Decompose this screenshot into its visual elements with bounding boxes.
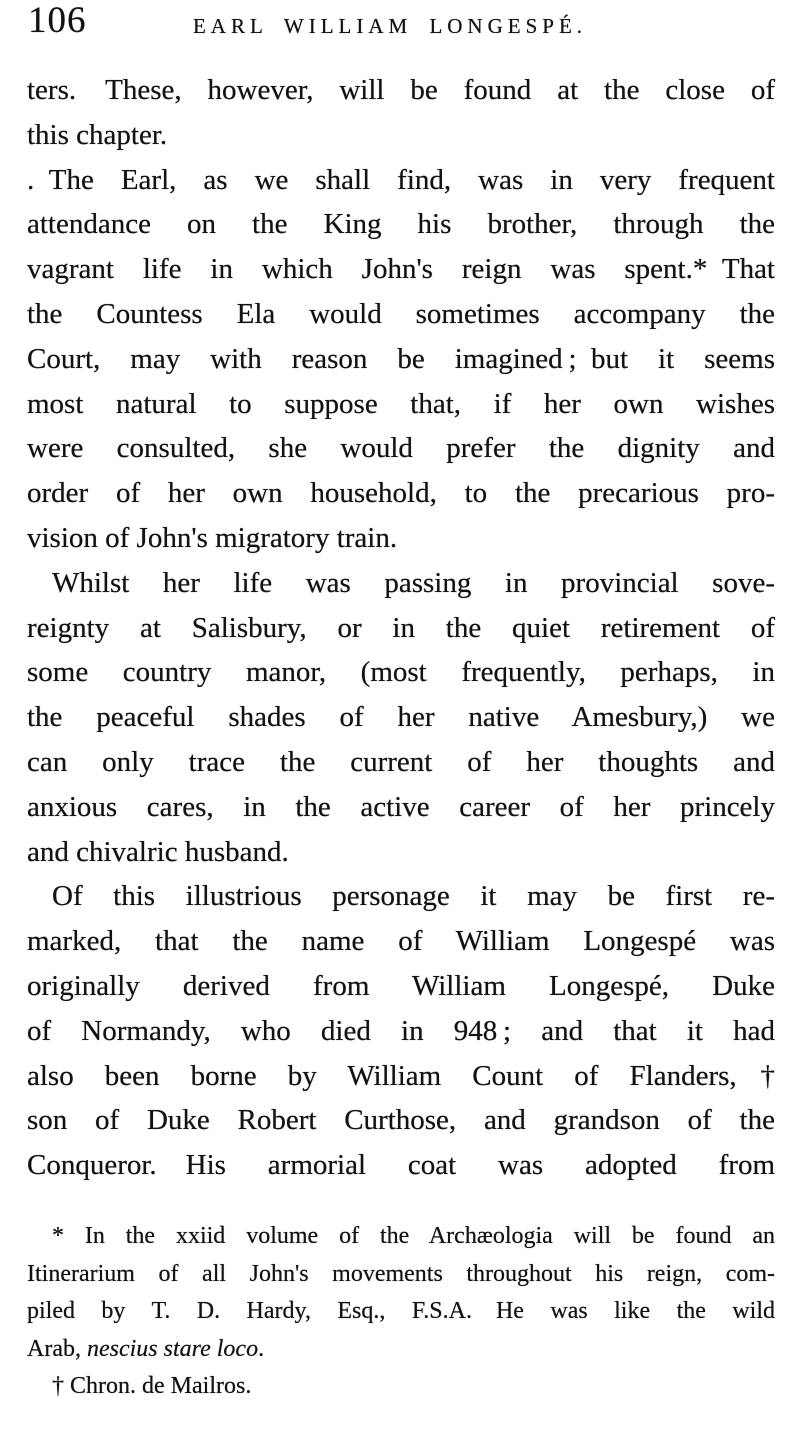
text-line: can only trace the current of her thoughts and (27, 745, 775, 778)
text-line: ters. These, however, will be found at the close of (27, 74, 775, 106)
footnote-text: Arab, (27, 1335, 87, 1362)
text-line: this chapter. (27, 118, 168, 151)
text-line: and chivalric husband. (27, 835, 289, 868)
text-line: also been borne by William Count of Flanders,† (27, 1059, 775, 1092)
text-line: the peaceful shades of her native Amesbury,) we (27, 701, 775, 734)
text-line: son of Duke Robert Curthose, and grandson of the (27, 1104, 775, 1137)
text-line: some country manor, (most frequently, perhaps, in (27, 656, 775, 689)
text-line: Of this illustrious personage it may be first re- (52, 880, 775, 913)
text-line: Whilst her life was passing in provincial sove- (52, 566, 775, 599)
footnotes (27, 1218, 775, 1406)
text-line: anxious cares, in the active career of her princely (27, 790, 775, 823)
text-line: the Countess Ela would sometimes accompany the (27, 297, 775, 330)
running-header: EARL WILLIAM LONGESPÉ. (192, 14, 588, 38)
text-line: Conqueror. His armorial coat was adopted from (27, 1149, 775, 1182)
footnote-line (27, 1331, 775, 1369)
page-number: 106 (28, 0, 87, 41)
footnote-line: † Chron. de Mailros. (52, 1373, 252, 1399)
text-line: were consulted, she would prefer the dignity and (27, 432, 775, 465)
footnote-text: . (258, 1335, 265, 1362)
text-line: of Normandy, who died in 948 ; and that it had (27, 1014, 775, 1047)
body-text (27, 68, 775, 1188)
footnote-line: * In the xxiid volume of the Archæologia will be found an (52, 1223, 775, 1249)
text-line: vision of John's migratory train. (27, 521, 398, 554)
footnote-latin-phrase: nescius stare loco (86, 1335, 259, 1362)
text-line: order of her own household, to the precarious pro- (27, 477, 775, 510)
text-line: most natural to suppose that, if her own wishes (27, 387, 775, 420)
text-line: originally derived from William Longespé, Duke (27, 969, 775, 1002)
text-line: reignty at Salisbury, or in the quiet retirement of (27, 611, 775, 644)
text-line: attendance on the King his brother, through the (27, 208, 775, 241)
text-line: . The Earl, as we shall find, was in very frequent (27, 163, 775, 196)
text-line: vagrant life in which John's reign was spent.* That (27, 253, 775, 286)
footnote-line: piled by T. D. Hardy, Esq., F.S.A. He was like the wild (27, 1298, 775, 1324)
text-line: marked, that the name of William Longespé was (27, 925, 775, 958)
text-line: Court, may with reason be imagined ; but it seems (27, 342, 775, 375)
footnote-line: Itinerarium of all John's movements throughout his reign, com- (27, 1260, 775, 1287)
